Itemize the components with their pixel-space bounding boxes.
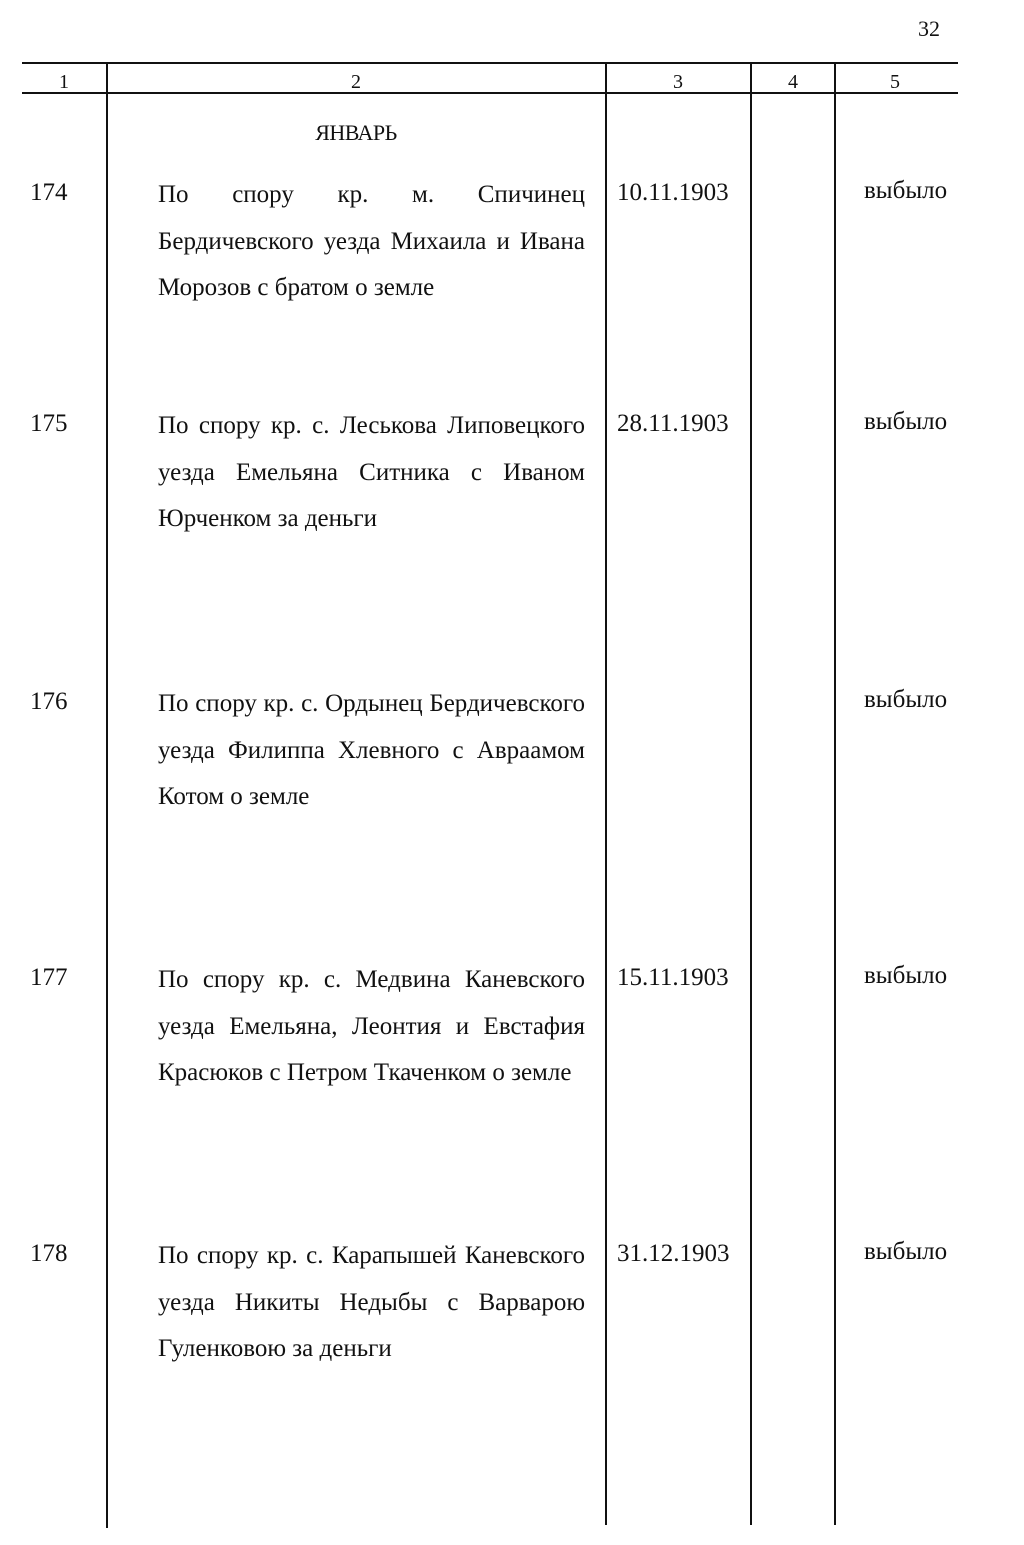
column-header-3: 3 xyxy=(673,71,683,93)
row-number: 174 xyxy=(30,179,68,206)
row-description: По спору кр. с. Леськова Липовецкого уезда Емельяна Ситника с Иваном Юрченком за деньги xyxy=(158,412,585,532)
row-status: выбыло xyxy=(864,177,948,204)
page-number: 32 xyxy=(918,16,940,41)
column-divider-3-4 xyxy=(750,63,752,1525)
column-header-5: 5 xyxy=(890,71,900,93)
row-status: выбыло xyxy=(864,408,948,435)
row-number: 176 xyxy=(30,688,68,715)
column-header-1: 1 xyxy=(59,71,69,93)
row-description: По спору кр. с. Карапышей Каневского уезда Никиты Недыбы с Варварою Гуленковою за деньги xyxy=(158,1242,585,1362)
section-title: ЯНВАРЬ xyxy=(315,120,397,145)
row-description: По спору кр. с. Ордынец Бердичевского уезда Филиппа Хлевного с Авраамом Котом о земле xyxy=(158,690,585,810)
row-status: выбыло xyxy=(864,962,948,989)
row-number: 178 xyxy=(30,1240,68,1267)
row-status: выбыло xyxy=(864,1238,948,1265)
row-date: 31.12.1903 xyxy=(617,1240,730,1267)
row-date: 15.11.1903 xyxy=(617,964,729,991)
row-number: 177 xyxy=(30,964,68,991)
row-number: 175 xyxy=(30,410,68,437)
column-header-4: 4 xyxy=(788,71,798,93)
row-description: По спору кр. с. Медвина Каневского уезда Емельяна, Леонтия и Евстафия Красюков с Петром Ткаченком о земле xyxy=(158,966,585,1086)
row-date: 28.11.1903 xyxy=(617,410,729,437)
row-description: По спору кр. м. Спичинец Бердичевского уезда Михаила и Ивана Морозов с братом о земле xyxy=(158,181,585,301)
row-status: выбыло xyxy=(864,686,948,713)
column-divider-1-2 xyxy=(106,63,108,1528)
row-date: 10.11.1903 xyxy=(617,179,729,206)
column-header-2: 2 xyxy=(351,71,361,93)
header-top-rule xyxy=(22,62,958,64)
column-divider-4-5 xyxy=(834,63,836,1525)
column-divider-2-3 xyxy=(605,63,607,1525)
